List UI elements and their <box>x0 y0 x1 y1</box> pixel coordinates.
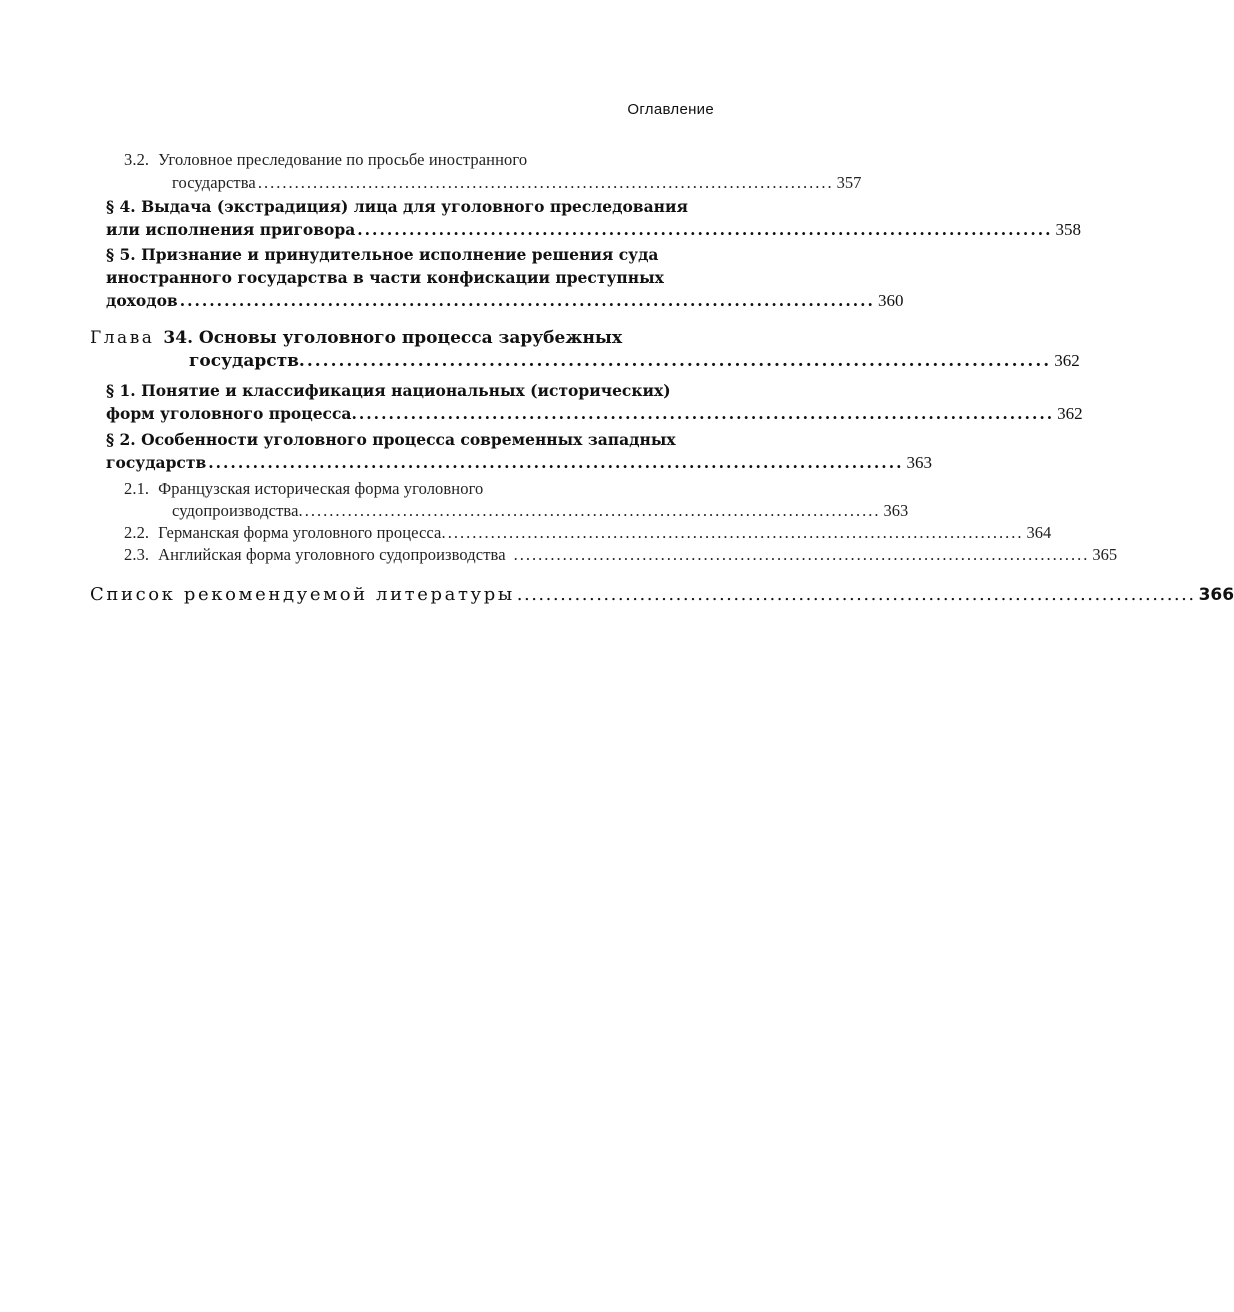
toc-entry-title-line1: 34. Основы уголовного процесса зарубежных <box>163 328 623 348</box>
toc-entry-number: 2.1. <box>124 479 150 498</box>
toc-entry-title-line2: государства <box>172 173 256 192</box>
toc-entry-title-line2: иностранного государства в части конфискации преступных <box>106 268 664 287</box>
toc-entry-title: Список рекомендуемой литературы <box>90 584 515 605</box>
leader-dots: .............................................................................................. <box>358 404 1055 423</box>
toc-entry-title-line2: или исполнения приговора <box>106 220 356 239</box>
leader-dots: .............................................................................................. <box>208 453 904 472</box>
toc-entry-title-line1: Уголовное преследование по просьбе иностранного <box>158 150 528 169</box>
toc-entry-number: 2.3. <box>124 545 150 564</box>
toc-entry-title-line3: доходов <box>106 291 178 310</box>
leader-dots: .............................................................................................. <box>513 545 1090 564</box>
leader-dots: .............................................................................................. <box>357 220 1053 239</box>
leader-dots: .............................................................................................. <box>179 291 875 310</box>
toc-entry-title-line1: § 1. Понятие и классификация национальных (исторических) <box>106 381 671 400</box>
toc-entry-title-line1: § 2. Особенности уголовного процесса современных западных <box>106 430 676 449</box>
toc-entry-title-line1: § 4. Выдача (экстрадиция) лица для уголовного преследования <box>106 197 688 216</box>
toc-entry-title-line1: § 5. Признание и принудительное исполнение решения суда <box>106 245 659 264</box>
toc-entry-title-line2: судопроизводства. <box>172 501 303 520</box>
toc-entry-title-line1: Английская форма уголовного судопроизводства <box>158 545 506 564</box>
running-head-title: Оглавление <box>627 101 714 118</box>
toc-entry-title-line2: форм уголовного процесса. <box>106 404 357 423</box>
toc-page-number: 364 <box>1026 523 1052 542</box>
toc-entry-number: 3.2. <box>124 150 150 169</box>
toc-page-number: 366 <box>1198 585 1234 605</box>
toc-page-number: 357 <box>836 173 862 192</box>
toc-page-number: 358 <box>1055 220 1082 239</box>
toc-entry-title-line2: государств <box>106 453 207 472</box>
toc-page-number: 365 <box>1092 545 1118 564</box>
leader-dots: .............................................................................................. <box>304 501 881 520</box>
toc-entry-title-line1: Французская историческая форма уголовного <box>158 479 484 498</box>
leader-dots: .............................................................................................. <box>516 584 1196 605</box>
toc-page-number: 362 <box>1054 351 1080 370</box>
toc-entry-number: 2.2. <box>124 523 150 542</box>
toc-page-number: 362 <box>1057 404 1083 423</box>
toc-entry-title-line1: Германская форма уголовного процесса. <box>158 523 446 542</box>
leader-dots: .............................................................................................. <box>257 173 834 192</box>
toc-entry-title-line2: государств. <box>189 351 305 371</box>
chapter-label: Глава <box>90 328 155 348</box>
toc-page-number: 363 <box>906 453 932 472</box>
toc-page-number: 363 <box>883 501 909 520</box>
leader-dots: .............................................................................................. <box>447 523 1024 542</box>
leader-dots: .............................................................................................. <box>306 351 1052 371</box>
toc-page-number: 360 <box>877 291 904 310</box>
